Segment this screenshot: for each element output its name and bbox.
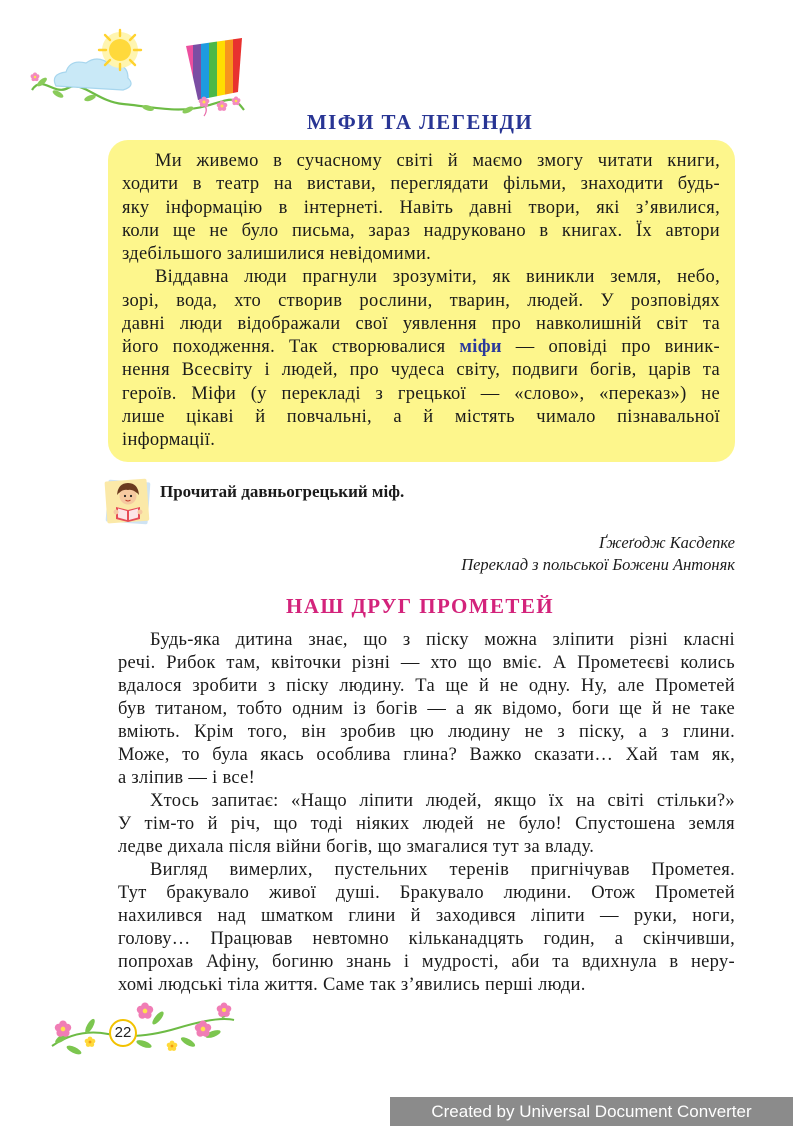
text-line: голову… Працював невтомно кільканадцять годин, а скінчивши, — [118, 929, 735, 949]
watermark-banner: Created by Universal Document Converter — [390, 1097, 793, 1126]
highlighted-term: міфи — [459, 337, 502, 357]
text-line: ходити в театр на вистави, переглядати фільми, знаходити будь- — [122, 174, 720, 195]
text-line: коли ще не було письма, зараз надруковано в книгах. Їх автори — [122, 220, 720, 241]
text-segment: — оповіді про виник- — [501, 337, 720, 357]
text-line: вміють. Крім того, він зробив цю людину не з піску, а з глини. — [118, 722, 735, 742]
text-line: Віддавна люди прагнули зрозуміти, як виникли земля, небо, — [155, 267, 720, 288]
story-paragraph — [118, 629, 735, 790]
text-line: Будь-яка дитина знає, що з піску можна зліпити різні класні — [150, 630, 735, 650]
text-line: хомі людські тіла життя. Саме так з’явились перші люди. — [118, 975, 586, 995]
text-line: попрохав Афіну, богиню знань і мудрості, аби та вдихнула в неру- — [118, 952, 735, 972]
text-line: нахилився над шматком глини й заходився ліпити — руки, ноги, — [118, 906, 735, 926]
translator-credit: Переклад з польської Божени Антоняк — [461, 555, 735, 574]
text-line: Може, то була якась особлива глина? Важко сказати… Хай там як, — [118, 745, 735, 765]
text-line: вдалося зробити з піску людину. Та ще й не одну. Ну, але Прометей — [118, 676, 735, 696]
author-name: Ґжеґодж Касдепке — [598, 533, 735, 552]
text-line — [122, 336, 720, 359]
intro-paragraph — [122, 150, 720, 266]
text-line: інформації. — [122, 430, 216, 450]
section-title: МІФИ ТА ЛЕГЕНДИ — [306, 110, 534, 134]
flower-icon — [55, 1021, 71, 1037]
text-line: Тут бракувало живої душі. Бракувало людини. Отож Прометей — [118, 883, 735, 903]
child-reading-icon — [104, 477, 152, 527]
text-line: речі. Рибок там, квіточки різні — хто що вміє. А Прометеєві колись — [118, 653, 735, 673]
story-paragraph — [118, 859, 735, 997]
story-text — [118, 629, 735, 997]
flower-border-illustration — [48, 998, 238, 1066]
text-line: а зліпив — і все! — [118, 768, 256, 788]
sun-icon — [99, 30, 141, 70]
text-line: був титаном, тобто одним із богів — а як відомо, боги ще й не таке — [118, 699, 735, 719]
text-line: здебільшого залишилися невідомими. — [122, 244, 432, 264]
text-line: лише цікаві й повчальні, а й містять чимало пізнавальної — [122, 406, 720, 427]
story-paragraph — [118, 790, 735, 859]
sun-cloud-kite-illustration — [28, 28, 250, 118]
intro-paragraph — [122, 266, 720, 452]
text-segment: його походження. Так створювалися — [122, 337, 460, 357]
text-line: яку інформацію в інтернеті. Навіть давні твори, які з’явилися, — [122, 197, 720, 218]
flower-icon — [137, 1003, 153, 1019]
rainbow-kite-icon — [184, 36, 243, 104]
flower-icon — [85, 1037, 96, 1047]
flower-icon — [31, 73, 40, 82]
text-line: Ми живемо в сучасному світі й маємо змогу читати книги, — [155, 151, 720, 171]
flower-icon — [167, 1041, 178, 1051]
page-number: 22 — [109, 1019, 137, 1047]
text-line: Вигляд вимерлих, пустельних теренів пригнічував Прометея. — [150, 860, 735, 880]
text-line: ледве дихала після війни богів, що змагалися тут за владу. — [118, 837, 595, 857]
text-line: зорі, вода, хто створив рослини, тварин, людей. У розповідях — [122, 290, 720, 311]
reading-instruction: Прочитай давньогрецький міф. — [160, 482, 405, 501]
text-line: героїв. Міфи (у перекладі з грецької — «слово», «переказ») не — [122, 383, 720, 404]
flower-icon — [217, 1002, 232, 1016]
story-title: НАШ ДРУГ ПРОМЕТЕЙ — [286, 594, 554, 618]
text-line: Хтось запитає: «Нащо ліпити людей, якщо їх на світі стільки?» — [150, 791, 735, 811]
intro-text-box — [108, 140, 735, 462]
text-line: давні люди відображали свої уявлення про навколишній світ та — [122, 313, 720, 334]
text-line: У тім-то й річ, що тоді ніяких людей не було! Спустошена земля — [118, 814, 735, 834]
text-line: нення Всесвіту і людей, про чудеса світу, подвиги богів, царів та — [122, 360, 720, 381]
flower-icon — [232, 97, 241, 106]
